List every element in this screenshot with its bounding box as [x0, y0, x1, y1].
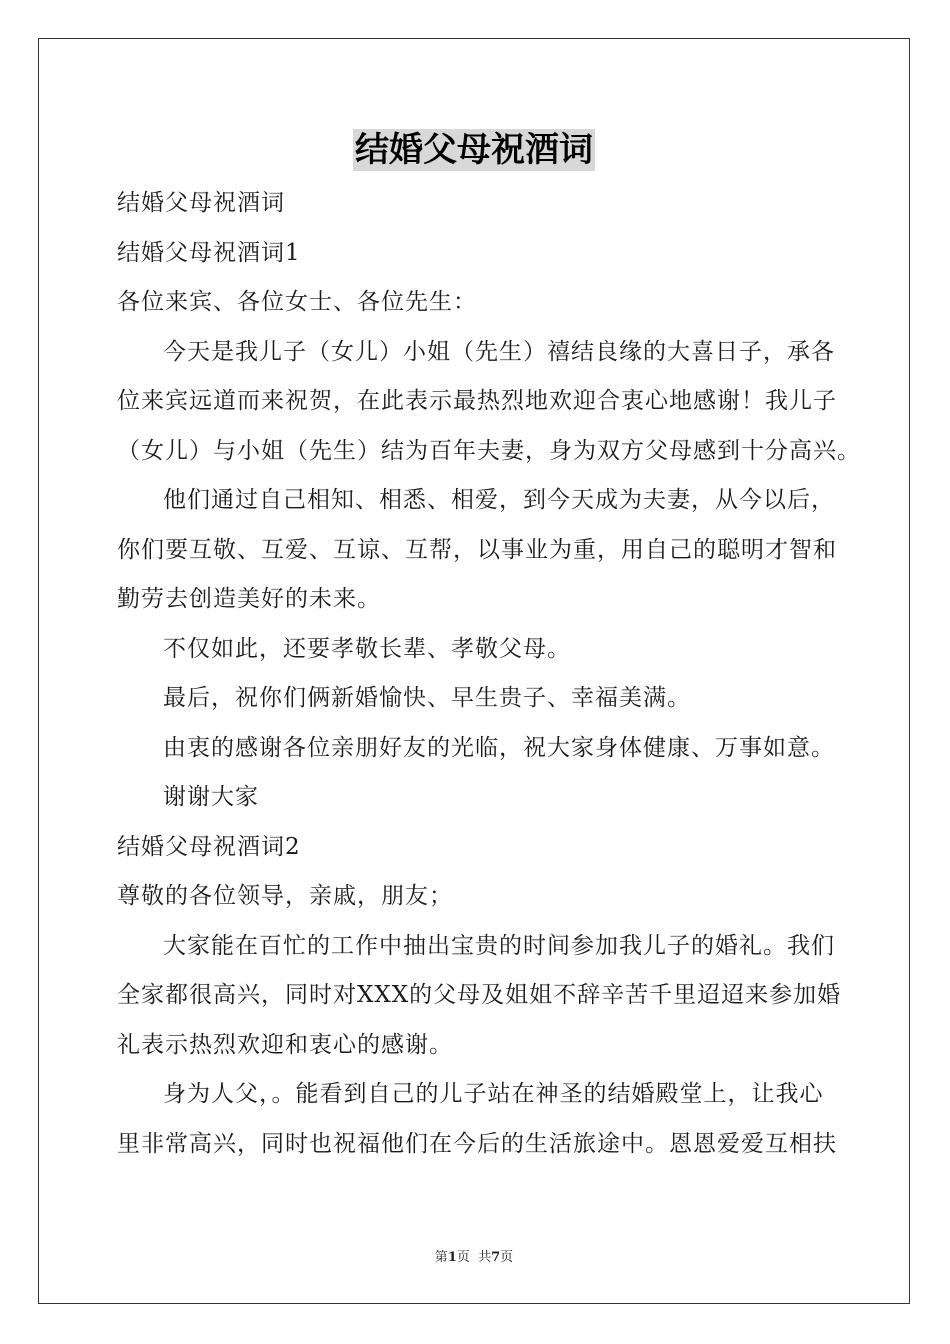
text-line: 勤劳去创造美好的未来。 — [117, 586, 381, 612]
document-page — [38, 38, 910, 1304]
document-title: 结婚父母祝酒词 — [355, 130, 593, 170]
text-line: 礼表示热烈欢迎和衷心的感谢。 — [117, 1031, 453, 1058]
footer-total-pages: 7 — [491, 1250, 501, 1265]
page-footer — [39, 1246, 909, 1265]
text-line: 结婚父母祝酒词 — [117, 190, 285, 216]
footer-current-page: 1 — [447, 1250, 457, 1265]
text-line: 谢谢大家 — [163, 784, 259, 810]
text-line: 尊敬的各位领导，亲戚，朋友； — [117, 883, 453, 909]
text-line: 位来宾远道而来祝贺，在此表示最热烈地欢迎合衷心地感谢！我儿子 — [117, 388, 837, 414]
text-line: 大家能在百忙的工作中抽出宝贵的时间参加我儿子的婚礼。我们 — [163, 932, 835, 959]
text-line: 各位来宾、各位女士、各位先生： — [117, 289, 477, 315]
footer-prefix: 第 — [434, 1250, 448, 1265]
text-line: 全家都很高兴，同时对XXX的父母及姐姐不辞辛苦千里迢迢来参加婚 — [117, 982, 842, 1008]
text-line: 结婚父母祝酒词2 — [117, 833, 301, 860]
text-line: 你们要互敬、互爱、互谅、互帮，以事业为重，用自己的聪明才智和 — [117, 536, 837, 563]
text-line: 今天是我儿子（女儿）小姐（先生）禧结良缘的大喜日子，承各 — [163, 338, 835, 365]
text-line: （女儿）与小姐（先生）结为百年夫妻，身为双方父母感到十分高兴。 — [117, 437, 861, 464]
title-container — [39, 129, 909, 171]
text-line: 由衷的感谢各位亲朋好友的光临，祝大家身体健康、万事如意。 — [163, 734, 835, 761]
text-line: 里非常高兴，同时也祝福他们在今后的生活旅途中。恩恩爱爱互相扶 — [117, 1130, 837, 1157]
document-body — [117, 179, 861, 1169]
footer-mid: 页 共 — [456, 1250, 492, 1265]
text-line: 结婚父母祝酒词1 — [117, 239, 301, 266]
text-line: 身为人父，。能看到自己的儿子站在神圣的结婚殿堂上，让我心 — [163, 1081, 824, 1107]
footer-suffix: 页 — [500, 1250, 514, 1265]
text-line: 他们通过自己相知、相悉、相爱，到今天成为夫妻，从今以后， — [163, 487, 835, 513]
text-line: 不仅如此，还要孝敬长辈、孝敬父母。 — [163, 635, 571, 662]
text-line: 最后，祝你们俩新婚愉快、早生贵子、幸福美满。 — [163, 685, 691, 711]
